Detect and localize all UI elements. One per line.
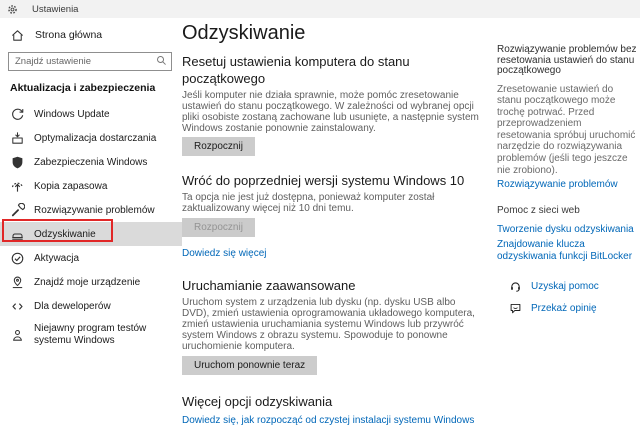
backup-icon [10, 179, 25, 194]
advanced-startup-description: Uruchom system z urządzenia lub dysku (np. dysku USB albo DVD), zmień ustawienia oprogramowania układowego komputera, zmień ustawienia uruchamiania systemu Windows lub przywróć system Windows z obrazu systemu. Spowoduje to ponowne uruchomienie komputera. [182, 297, 475, 352]
settings-search [8, 51, 172, 71]
recovery-page [182, 18, 482, 428]
home-icon [10, 28, 25, 43]
reset-pc-heading: Resetuj ustawienia komputera do stanu początkowego [182, 54, 410, 86]
go-back-description: Ta opcja nie jest już dostępna, ponieważ komputer został zaktualizowany więcej niż 10 dni temu. [182, 192, 435, 214]
page-title: Odzyskiwanie [182, 22, 306, 44]
go-back-heading: Wróć do poprzedniej wersji systemu Windows 10 [182, 173, 465, 188]
sidebar-section-label: Aktualizacja i zabezpieczenia [10, 82, 156, 94]
troubleshoot-link[interactable]: Rozwiązywanie problemów [497, 179, 618, 191]
titlebar [0, 0, 640, 18]
sidebar-item-backup[interactable] [0, 174, 182, 198]
sidebar-item-for-developers[interactable] [0, 294, 182, 318]
go-back-start-button-disabled[interactable]: Rozpocznij [182, 218, 255, 237]
sidebar-item-label: Aktywacja [34, 252, 80, 264]
sidebar-item-label: Kopia zapasowa [34, 180, 108, 192]
find-device-icon [10, 275, 25, 290]
sidebar-item-label: Dla deweloperów [34, 300, 111, 312]
troubleshoot-tip-body: Zresetowanie ustawień do stanu początkowego może trochę potrwać. Przed przeprowadzeniem resetowania spróbuj uruchomić narzędzie do rozwiązywania problemów (jeśli tego jeszcze nie zrobiono). [497, 83, 636, 176]
more-recovery-options-heading: Więcej opcji odzyskiwania [182, 394, 333, 409]
sidebar-item-activation[interactable] [0, 246, 182, 270]
troubleshoot-tip-heading: Rozwiązywanie problemów bez resetowania ustawień do stanu początkowego [497, 44, 637, 76]
support-links [497, 278, 637, 316]
wrench-icon [10, 203, 25, 218]
sidebar-item-windows-insider[interactable] [0, 318, 182, 352]
sidebar-item-label: Rozwiązywanie problemów [34, 204, 155, 216]
shield-icon [10, 155, 25, 170]
window-title: Ustawienia [32, 3, 79, 15]
help-panel [497, 40, 637, 316]
sidebar-item-label: Odzyskiwanie [34, 228, 96, 240]
feedback-link[interactable]: Przekaż opinię [531, 302, 597, 314]
restart-now-button[interactable]: Uruchom ponownie teraz [182, 356, 317, 375]
feedback-row [509, 300, 637, 316]
settings-sidebar [0, 18, 182, 416]
insider-icon [10, 328, 25, 343]
sidebar-item-windows-update[interactable] [0, 102, 182, 126]
clean-install-link[interactable]: Dowiedz się, jak rozpocząć od czystej instalacji systemu Windows [182, 415, 475, 426]
delivery-icon [10, 131, 25, 146]
create-recovery-drive-link[interactable]: Tworzenie dysku odzyskiwania [497, 223, 634, 235]
sidebar-item-home[interactable] [0, 26, 182, 44]
get-help-icon [509, 280, 522, 293]
recovery-icon [10, 227, 25, 242]
advanced-startup-heading: Uruchamianie zaawansowane [182, 278, 356, 293]
sidebar-home-label: Strona główna [35, 29, 103, 41]
sidebar-item-label: Windows Update [34, 108, 110, 120]
sidebar-item-windows-security[interactable] [0, 150, 182, 174]
search-icon [155, 54, 168, 67]
sidebar-item-recovery[interactable] [0, 222, 182, 246]
sync-icon [10, 107, 25, 122]
get-help-row [509, 278, 637, 294]
sidebar-item-troubleshoot[interactable] [0, 198, 182, 222]
sidebar-item-label: Optymalizacja dostarczania [34, 132, 157, 144]
sidebar-nav [0, 102, 182, 352]
developer-icon [10, 299, 25, 314]
web-help-heading: Pomoc z sieci web [497, 204, 580, 216]
sidebar-item-label: Zabezpieczenia Windows [34, 156, 148, 168]
feedback-icon [509, 302, 522, 315]
activation-icon [10, 251, 25, 266]
sidebar-item-find-my-device[interactable] [0, 270, 182, 294]
get-help-link[interactable]: Uzyskaj pomoc [531, 280, 599, 292]
sidebar-item-delivery-optimization[interactable] [0, 126, 182, 150]
bitlocker-recovery-key-link[interactable]: Znajdowanie klucza odzyskiwania funkcji BitLocker [497, 239, 633, 262]
search-input[interactable] [8, 52, 172, 71]
sidebar-item-label: Niejawny program testów systemu Windows [34, 323, 147, 346]
reset-pc-start-button[interactable]: Rozpocznij [182, 137, 255, 156]
gear-icon [7, 4, 18, 15]
sidebar-item-label: Znajdź moje urządzenie [34, 276, 141, 288]
learn-more-link[interactable]: Dowiedz się więcej [182, 248, 267, 259]
reset-pc-description: Jeśli komputer nie działa sprawnie, może pomóc zresetowanie ustawień do stanu początkowego. W zależności od wybranej opcji pliki osobiste zostaną zachowane lub usunięte, a następnie system Windows zostanie ponownie zainstalowany. [182, 90, 479, 134]
